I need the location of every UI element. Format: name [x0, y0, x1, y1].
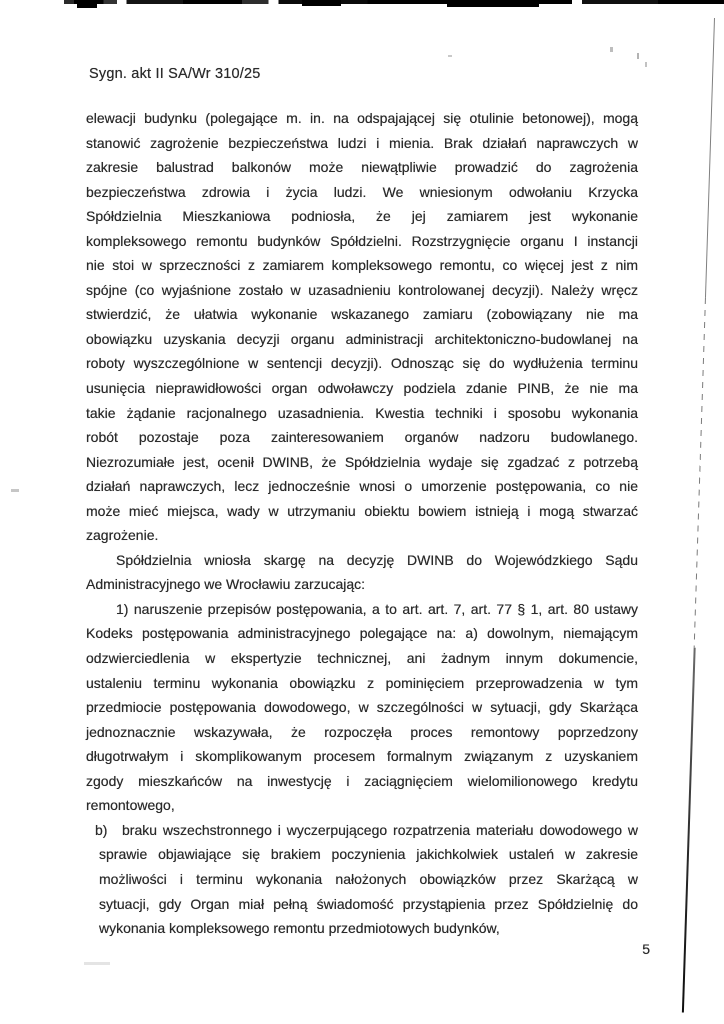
text-line: stwierdzić, że ułatwia wykonanie wskazanego zamiaru (zobowiązany nie ma: [86, 306, 638, 323]
text-line: bezpieczeństwa zdrowia i życia ludzi. We wniesionym odwołaniu Krzycka: [86, 183, 638, 200]
document-body: [86, 106, 638, 941]
text-line: sytuacji, gdy Organ miał pełną świadomość przystąpienia przez Spółdzielnię do: [99, 895, 638, 912]
text-line: ustaleniu terminu wykonania obowiązku z pominięciem przeprowadzenia w tym: [86, 674, 638, 691]
text-line: braku wszechstronnego i wyczerpującego rozpatrzenia materiału dowodowego w: [122, 821, 638, 838]
text-line: robót pozostaje poza zainteresowaniem organów nadzoru budowlanego.: [86, 429, 638, 446]
text-line: Spółdzielnia Mieszkaniowa podniosła, że jej zamiarem jest wykonanie: [86, 208, 638, 225]
text-line: Kodeks postępowania administracyjnego polegające na: a) dowolnym, niemającym: [86, 625, 638, 642]
text-line: spójne (co wyjaśnione zostało w uzasadnieniu kontrolowanej decyzji). Należy wręcz: [86, 281, 638, 298]
text-line: kompleksowego remontu budynków Spółdzielni. Rozstrzygnięcie organu I instancji: [86, 232, 638, 249]
text-line: wykonania kompleksowego remontu przedmiotowych budynków,: [99, 920, 500, 937]
text-line: usunięcia nieprawidłowości organ odwoławczy podziela zdanie PINB, że nie ma: [86, 380, 638, 397]
text-line: sprawie objawiające się brakiem poczynienia jakichkolwiek ustaleń w zakresie: [99, 846, 638, 863]
text-line: działań naprawczych, lecz jednocześnie wnosi o umorzenie postępowania, co nie: [86, 478, 638, 495]
text-line: remontowego,: [86, 797, 175, 814]
text-line: stanowić zagrożenie bezpieczeństwa ludzi i mienia. Brak działań naprawczych w: [86, 134, 638, 151]
scan-speck: [645, 62, 647, 67]
scan-speck: [637, 53, 639, 59]
scan-speck: [610, 47, 613, 52]
scan-speck: [84, 962, 110, 965]
text-line: elewacji budynku (polegające m. in. na odspajającej się otulinie betonowej), mogą: [86, 110, 638, 126]
scan-speck: [448, 55, 452, 57]
scan-artifact-right-line: [682, 18, 716, 1013]
text-line: może mieć miejsca, wady w utrzymaniu obiektu bowiem istnieją i mogą stwarzać: [86, 502, 638, 519]
scan-speck: [11, 489, 19, 492]
case-number: Sygn. akt II SA/Wr 310/25: [89, 66, 261, 82]
text-line: możliwości i terminu wykonania nałożonych obowiązków przez Skarżącą w: [99, 870, 638, 887]
text-line: Administracyjnego we Wrocławiu zarzucając:: [86, 576, 366, 593]
text-line: odzwierciedlenia w ekspertyzie technicznej, ani żadnym innym dokumencie,: [86, 650, 638, 667]
text-line: roboty wyszczególnione w sentencji decyzji). Odnosząc się do wydłużenia terminu: [86, 355, 638, 372]
text-line: nie stoi w sprzeczności z zamiarem kompleksowego remontu, co więcej jest z nim: [86, 257, 638, 274]
text-line: zgody mieszkańców na inwestycję i zaciągnięciem wielomilionowego kredytu: [86, 772, 638, 789]
list-marker-b: b): [95, 821, 108, 838]
text-line: zakresie balustrad balkonów może niewątpliwie prowadzić do zagrożenia: [86, 159, 638, 176]
text-line: jednoznacznie wskazywała, że rozpoczęła proces remontowy poprzedzony: [86, 723, 638, 740]
text-line: Spółdzielnia wniosła skargę na decyzję DWINB do Wojewódzkiego Sądu: [116, 551, 638, 568]
text-line: przedmiocie postępowania dowodowego, w szczególności w sytuacji, gdy Skarżąca: [86, 699, 638, 716]
text-line: obowiązku uzyskania decyzji organu administracji architektoniczno-budowlanej na: [86, 330, 638, 347]
text-line: takie żądanie racjonalnego uzasadnienia. Kwestia techniki i sposobu wykonania: [86, 404, 638, 421]
text-line-item-b: [95, 818, 638, 843]
scan-artifact-top-bar: [64, 0, 724, 4]
page-number: 5: [642, 941, 650, 957]
text-line: 1) naruszenie przepisów postępowania, a to art. art. 7, art. 77 § 1, art. 80 ustawy: [116, 600, 638, 617]
text-line: Niezrozumiałe jest, ocenił DWINB, że Spółdzielnia wydaje się zgadzać z potrzebą: [86, 453, 638, 470]
text-line: długotrwałym i skomplikowanym procesem formalnym związanym z uzyskaniem: [86, 748, 638, 765]
text-line: zagrożenie.: [86, 527, 159, 544]
